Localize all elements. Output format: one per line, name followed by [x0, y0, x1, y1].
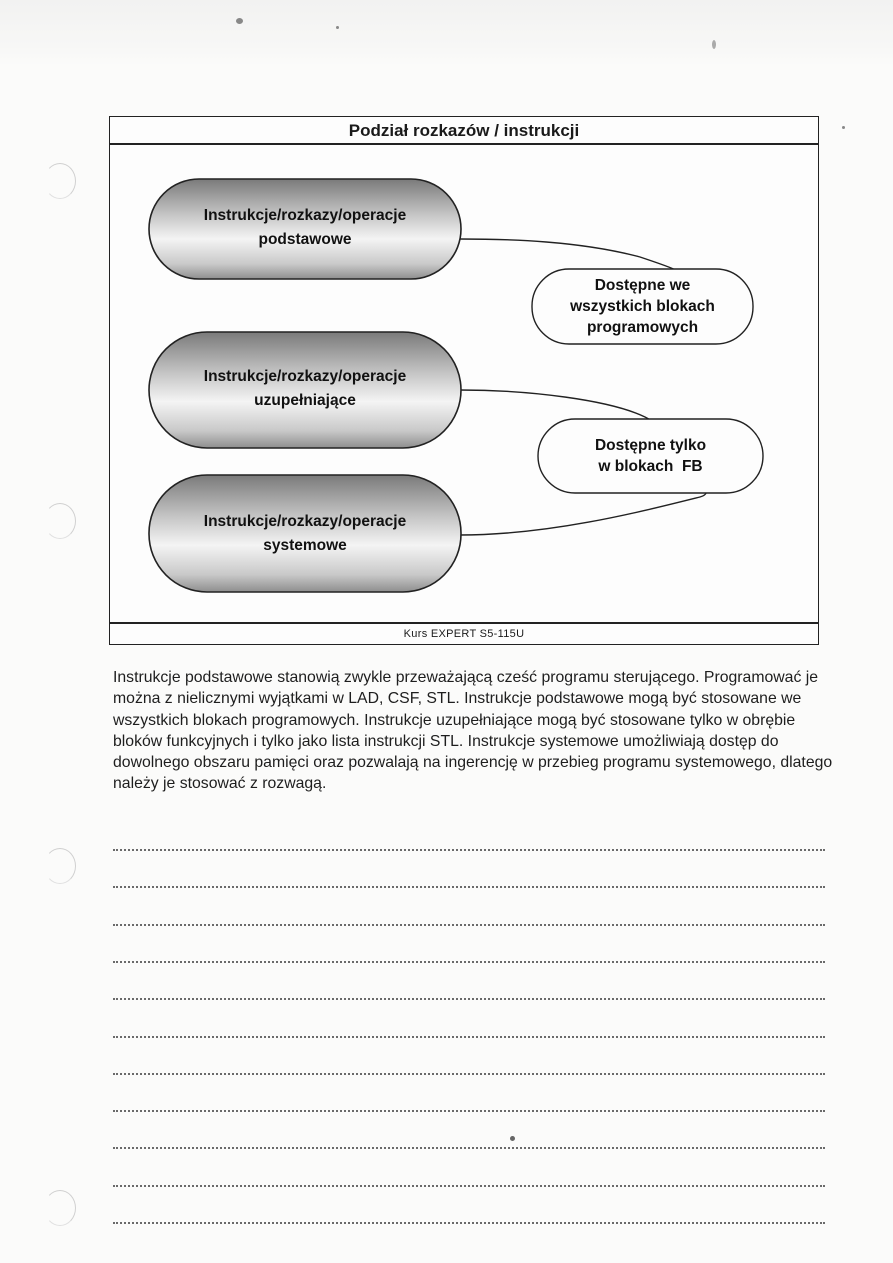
note-line — [113, 961, 825, 963]
note-line — [113, 886, 825, 888]
scan-top-band — [0, 0, 893, 66]
body-paragraph: Instrukcje podstawowe stanowią zwykle przeważającą cześć programu sterującego. Programować je można z nielicznymi wyjątkami w LAD, CSF, STL. Instrukcje podstawowe mogą być stosowane we wszystkich blokach programowych. Instrukcje uzupełniające mogą być stosowane tylko w obrębie bloków funkcyjnych i tylko jako lista instrukcji STL. Instrukcje systemowe umożliwiają dostęp do dowolnego obszaru pamięci oraz pozwalają na ingerencję w przebieg programu systemowego, dlatego należy je stosować z rozwagą. — [113, 669, 833, 793]
note-line — [113, 998, 825, 1000]
punch-hole-mark — [44, 503, 76, 539]
group-label-systemowe: Instrukcje/rozkazy/operacje systemowe — [203, 513, 407, 554]
scan-speck — [510, 1136, 515, 1141]
note-line — [113, 1073, 825, 1075]
figure-footer: Kurs EXPERT S5-115U — [110, 622, 818, 644]
scan-speck — [712, 40, 716, 49]
punch-hole-mark — [44, 848, 76, 884]
note-line — [113, 1185, 825, 1187]
note-line — [113, 1222, 825, 1224]
punch-hole-mark — [44, 163, 76, 199]
note-label-all-blocks: Dostępne we wszystkich blokach programowych — [570, 277, 715, 336]
note-line — [113, 849, 825, 851]
note-line — [113, 924, 825, 926]
connector-line — [460, 487, 707, 535]
scan-speck — [236, 18, 243, 24]
figure-frame — [109, 116, 819, 645]
note-line — [113, 1110, 825, 1112]
note-line — [113, 1147, 825, 1149]
scan-speck — [842, 126, 845, 129]
group-label-uzupelniajace: Instrukcje/rozkazy/operacje uzupełniające — [203, 368, 407, 409]
note-label-fb-only: Dostępne tylko w blokach FB — [594, 437, 707, 475]
figure-title: Podział rozkazów / instrukcji — [110, 117, 818, 145]
note-line — [113, 1036, 825, 1038]
punch-hole-mark — [44, 1190, 76, 1226]
scan-speck — [336, 26, 339, 29]
group-label-podstawowe: Instrukcje/rozkazy/operacje podstawowe — [203, 207, 407, 248]
